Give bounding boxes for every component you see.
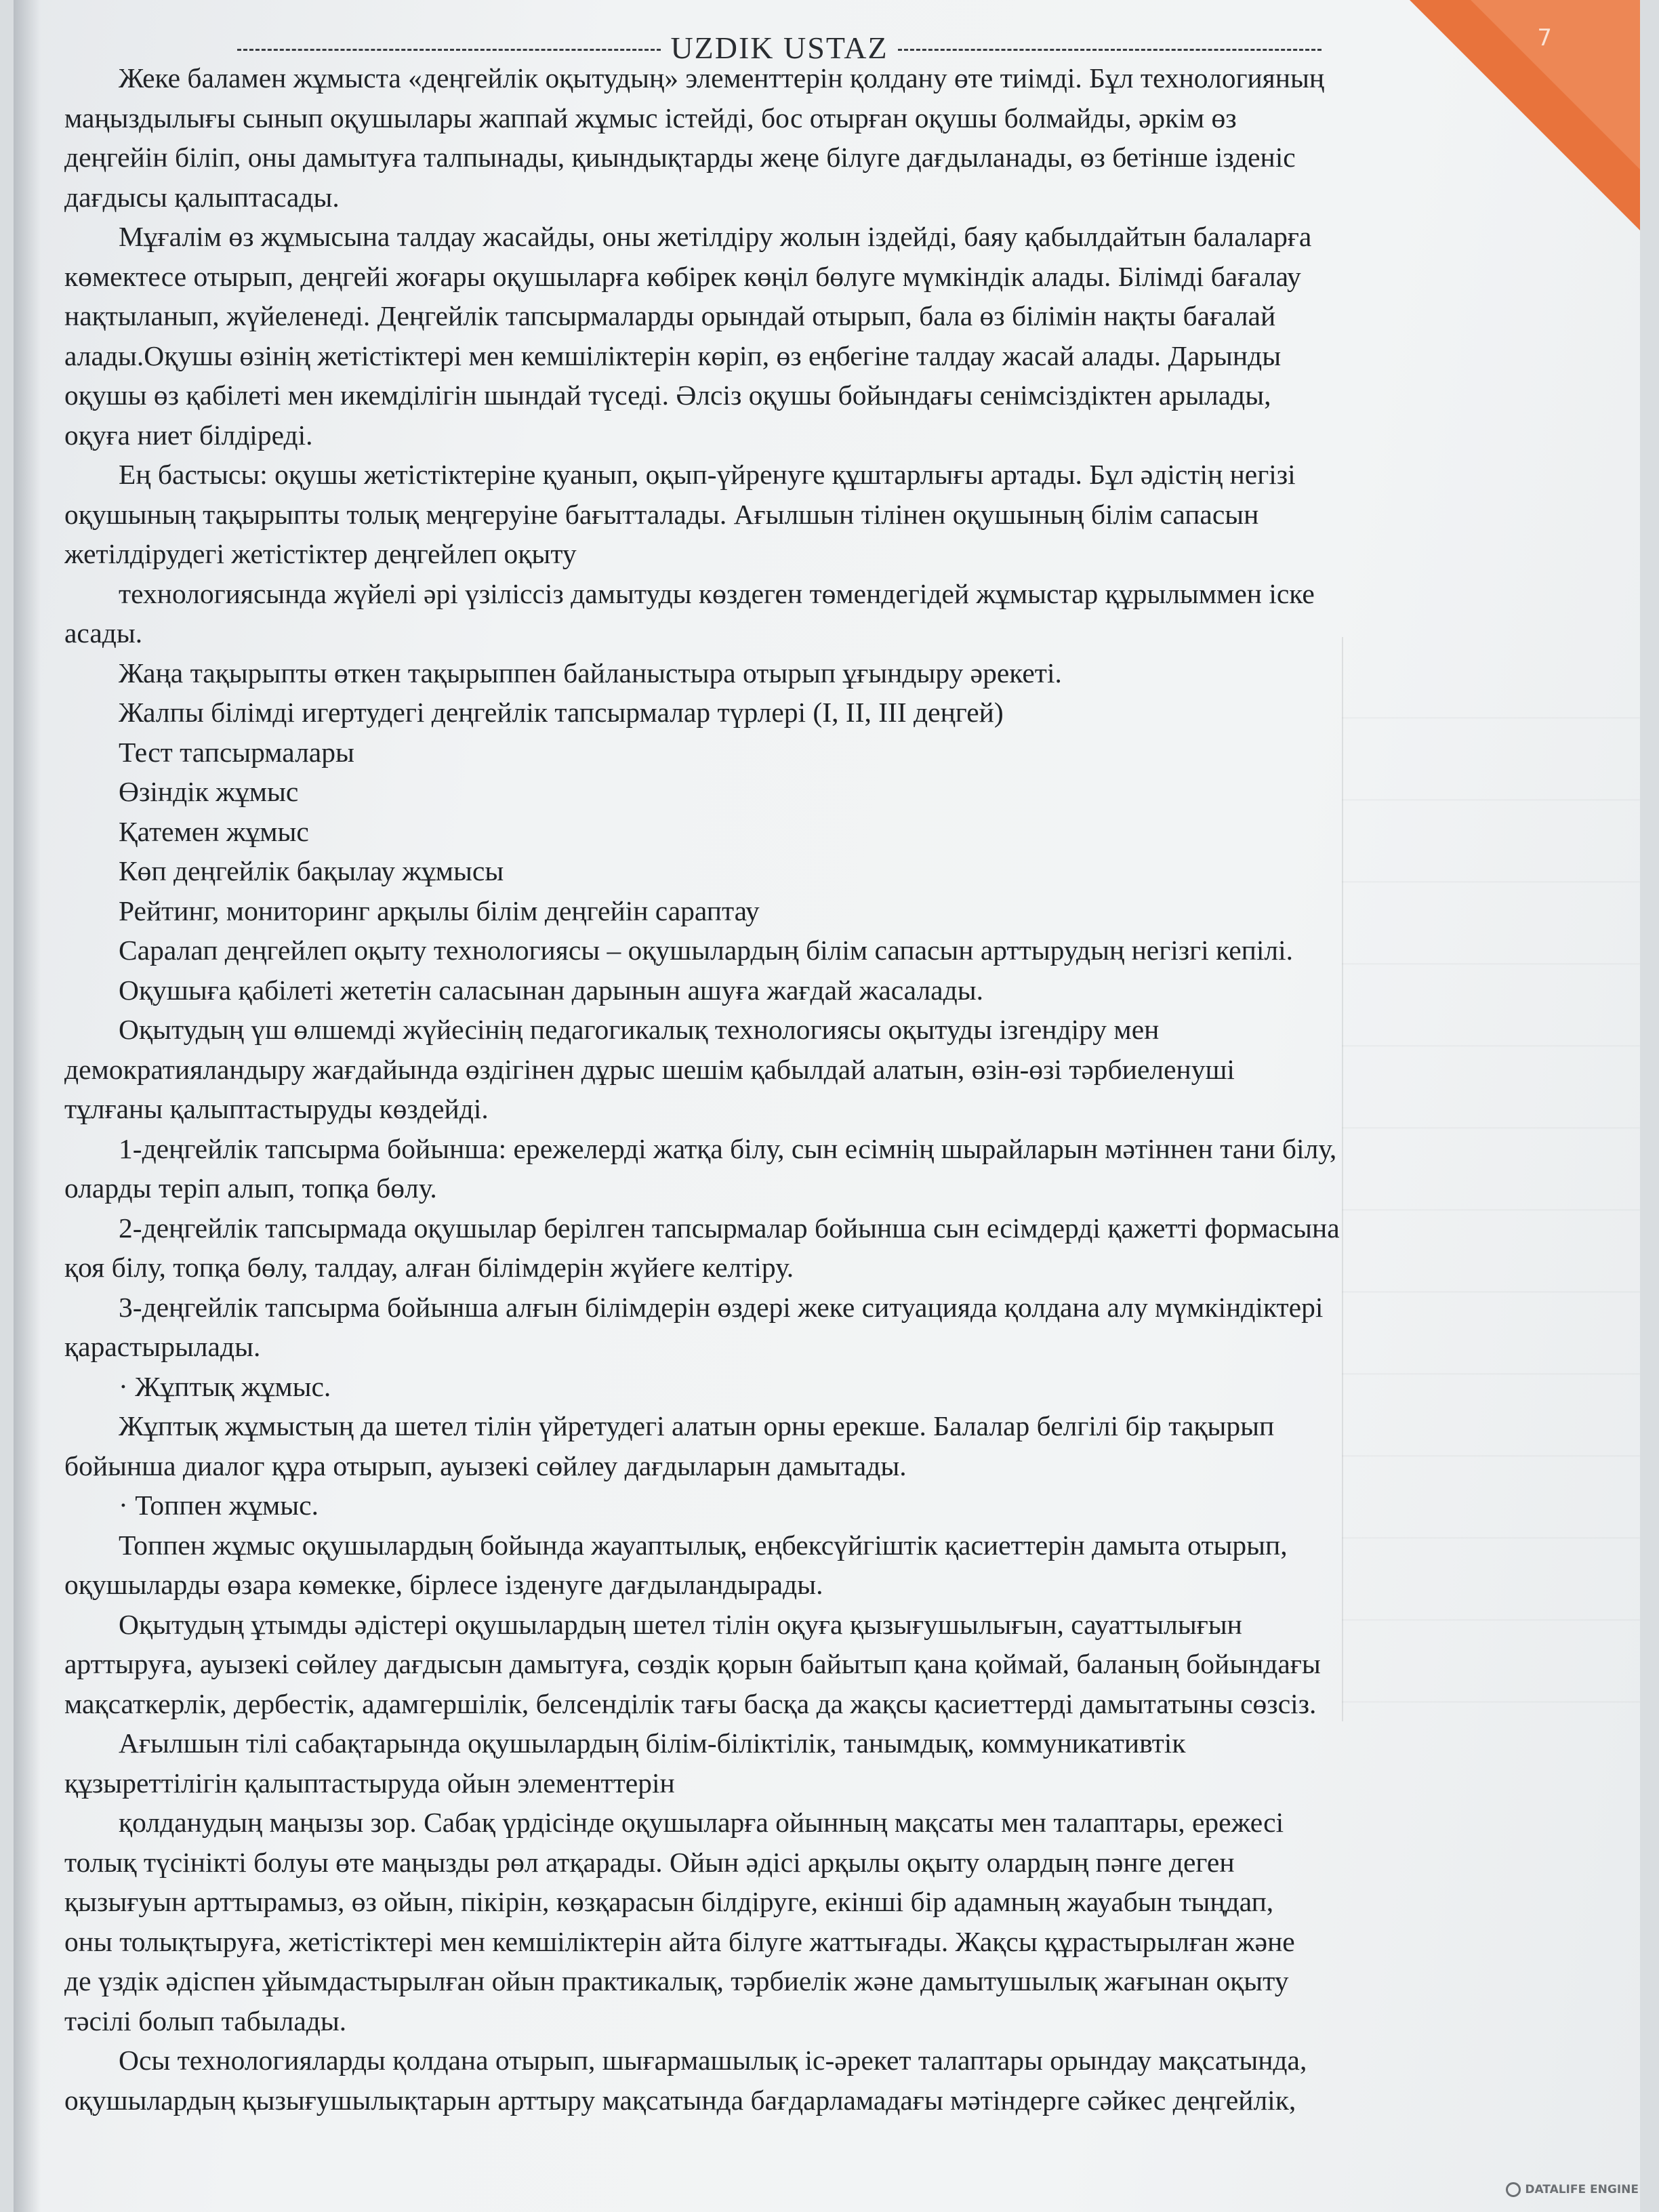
text-line: құзыреттілігін қалыптастыруда ойын элементтерін — [64, 1767, 675, 1799]
text-line: Саралап деңгейлеп оқыту технологиясы – оқушылардың білім сапасын арттырудың негізгі кепілі. — [119, 935, 1293, 966]
text-line: Қатемен жұмыс — [119, 815, 309, 847]
text-line: қарастырылады. — [64, 1331, 261, 1362]
text-line: қызығуын арттырамыз, өз ойын, пікірін, көзқарасын білдіруге, екінші бір адамның жауабын тыңдап, — [64, 1886, 1274, 1917]
text-line: оқушы өз қабілеті мен икемділігін шындай түседі. Әлсіз оқушы бойындағы сенімсіздіктен арылады, — [64, 380, 1271, 411]
text-line: дағдысы қалыптасады. — [64, 181, 340, 213]
text-line: Мұғалім өз жұмысына талдау жасайды, оны жетілдіру жолын іздейді, баяу қабылдайтын балаларға — [119, 221, 1312, 252]
text-line: Тест тапсырмалары — [119, 736, 354, 768]
text-line: деңгейін біліп, оны дамытуға талпынады, қиындықтарды жеңе білуге дағдыланады, өз бетінше ізденіс — [64, 142, 1296, 173]
text-line: технологиясында жүйелі әрі үзіліссіз дамытуды көздеген төмендегідей жұмыстар құрылыммен іске — [119, 577, 1315, 609]
text-line: нақтыланып, жүйеленеді. Деңгейлік тапсырмаларды орындай отырып, бала өз білімін нақты бағалай — [64, 300, 1276, 331]
text-line: Жаңа тақырыпты өткен тақырыппен байланыстыра отырып ұғындыру әрекеті. — [119, 657, 1062, 689]
page-number: 7 — [1537, 24, 1552, 52]
text-line: 3-деңгейлік тапсырма бойынша алғын білімдерін өздері жеке ситуацияда қолдана алу мүмкіндіктері — [119, 1291, 1324, 1323]
text-line: оқушының тақырыпты толық меңгеруіне бағытталады. Ағылшын тілінен оқушының білім сапасын — [64, 498, 1259, 530]
text-line: Жұптық жұмыстың да шетел тілін үйретудегі алатын орны ерекше. Балалар белгілі бір тақырып — [119, 1410, 1275, 1441]
text-line: · Жұптық жұмыс. — [119, 1370, 331, 1402]
text-line: Топпен жұмыс оқушылардың бойында жауаптылық, еңбексүйгіштік қасиеттерін дамыта отырып, — [119, 1529, 1288, 1561]
watermark-logo-icon — [1506, 2182, 1521, 2197]
text-line: Жалпы білімді игертудегі деңгейлік тапсырмалар түрлері (I, II, III деңгей) — [119, 697, 1004, 728]
text-line: 2-деңгейлік тапсырмада оқушылар берілген тапсырмалар бойынша сын есімдерді қажетті формасына — [119, 1212, 1340, 1244]
text-line: мақсаткерлік, дербестік, адамгершілік, белсенділік тағы басқа да жақсы қасиеттерді дамытатыны сөзсіз. — [64, 1687, 1317, 1719]
text-line: жетілдірудегі жетістіктер деңгейлеп оқыту — [64, 538, 577, 569]
text-line: Жеке баламен жұмыста «деңгейлік оқытудың» элементтерін қолдану өте тиімді. Бұл технологияның — [119, 62, 1325, 94]
article-body — [64, 58, 1596, 2120]
text-line: де үздік әдіспен ұйымдастырылған ойын практикалық, тәрбиелік және дамытушылық жағынан оқыту — [64, 1965, 1289, 1996]
text-line: Осы технологияларды қолдана отырып, шығармашылық іс-әрекет талаптары орындау мақсатында, — [119, 2045, 1307, 2076]
text-line: оларды теріп алып, топқа бөлу. — [64, 1172, 437, 1204]
text-line: Рейтинг, мониторинг арқылы білім деңгейін сараптау — [119, 895, 760, 926]
text-line: тұлғаны қалыптастыруды көздейді. — [64, 1093, 489, 1124]
text-line: оқуға ниет білдіреді. — [64, 419, 313, 451]
text-line: алады.Оқушы өзінің жетістіктері мен кемшіліктерін көріп, өз еңбегіне талдау жасай алады. Дарынды — [64, 340, 1282, 371]
text-line: Оқытудың ұтымды әдістері оқушылардың шетел тілін оқуға қызығушылығын, сауаттылығын — [119, 1608, 1242, 1640]
text-line: 1-деңгейлік тапсырма бойынша: ережелерді жатқа білу, сын есімнің шырайларын мәтіннен тани білу, — [119, 1132, 1337, 1164]
document-page — [14, 0, 1640, 2212]
text-line: бойынша диалог құра отырып, ауызекі сөйлеу дағдыларын дамытады. — [64, 1450, 907, 1481]
text-line: тәсілі болып табылады. — [64, 2005, 347, 2036]
header-dash-left — [237, 49, 661, 51]
text-line: Ағылшын тілі сабақтарында оқушылардың білім-біліктілік, танымдық, коммуникативтік — [119, 1727, 1186, 1759]
watermark-text: DATALIFE ENGINE — [1525, 2183, 1639, 2196]
text-line: оқушыларды өзара көмекке, бірлесе ізденуге дағдыландырады. — [64, 1569, 823, 1600]
text-line: қолданудың маңызы зор. Сабақ үрдісінде оқушыларға ойынның мақсаты мен талаптары, ережесі — [119, 1807, 1284, 1838]
text-line: көмектесе отырып, деңгейі жоғары оқушыларға көбірек көңіл бөлуге мүмкіндік алады. Білімді бағалау — [64, 260, 1301, 292]
text-line: толық түсінікті болуы өте маңызды рөл атқарады. Ойын әдісі арқылы оқыту олардың пәнге деген — [64, 1846, 1235, 1878]
text-line: арттыруға, ауызекі сөйлеу дағдысын дамытуға, сөздік қорын байытып қана қоймай, баланың бойындағы — [64, 1648, 1321, 1679]
text-line: оқушылардың қызығушылықтарын арттыру мақсатында бағдарламадағы мәтіндерге сәйкес деңгейлік, — [64, 2084, 1296, 2116]
text-line: Көп деңгейлік бақылау жұмысы — [119, 855, 504, 886]
header-dash-right — [898, 49, 1322, 51]
text-line: маңыздылығы сынып оқушылары жаппай жұмыс істейді, бос отырған оқушы болмайды, әркім өз — [64, 102, 1237, 134]
watermark — [1506, 2182, 1639, 2197]
text-line: · Топпен жұмыс. — [119, 1490, 319, 1521]
text-line: оны толықтыруға, жетістіктері мен кемшіліктерін айта білуге жаттығады. Жақсы құрастырылған және — [64, 1925, 1295, 1957]
text-line: Өзіндік жұмыс — [119, 776, 299, 807]
text-line: Оқушыға қабілеті жететін саласынан дарынын ашуға жағдай жасалады. — [119, 974, 983, 1006]
text-line: асады. — [64, 617, 143, 649]
journal-title: UZDIK USTAZ — [670, 30, 888, 65]
page-fold-shadow — [14, 0, 41, 2212]
text-line: Оқытудың үш өлшемді жүйесінің педагогикалық технологиясы оқытуды ізгендіру мен — [119, 1014, 1160, 1045]
text-line: демократияландыру жағдайында өздігінен дұрыс шешім қабылдай алатын, өзін-өзі тәрбиеленуші — [64, 1053, 1235, 1085]
text-line: қоя білу, топқа бөлу, талдау, алған білімдерін жүйеге келтіру. — [64, 1252, 794, 1283]
text-line: Ең бастысы: оқушы жетістіктеріне қуанып, оқып-үйренуге құштарлығы артады. Бұл әдістің негізі — [119, 459, 1296, 490]
